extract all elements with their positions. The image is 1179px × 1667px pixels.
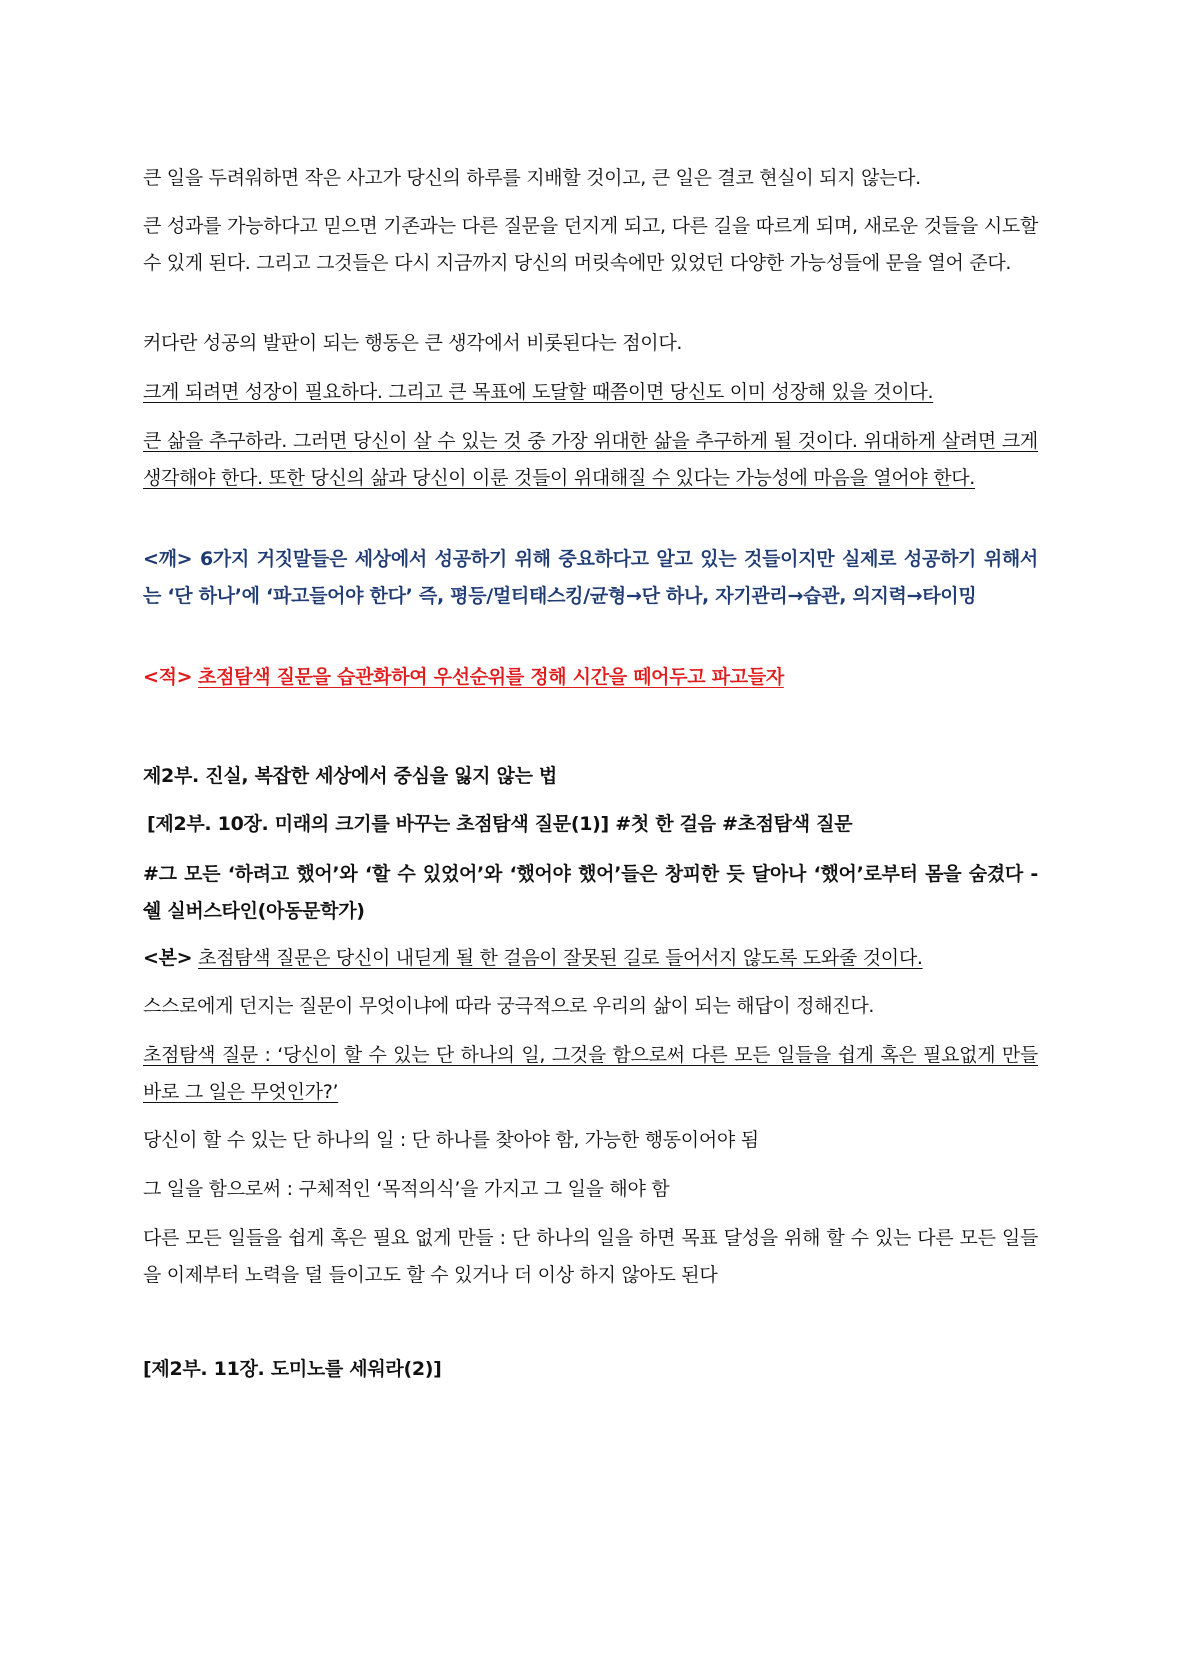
section-heading-part2: 제2부. 진실, 복잡한 세상에서 중심을 잃지 않는 법 <box>143 765 557 787</box>
paragraph-big-results: 큰 성과를 가능하다고 믿으면 기존과는 다른 질문을 던지게 되고, 다른 길을 따르게 되며, 새로운 것들을 시도할 수 있게 된다. 그리고 그것들은 다시 지금까지 당신의 머릿속에만 있었던 다양한 가능성들에 문을 열어 준다. <box>143 215 1038 274</box>
paragraph-great-life: 큰 삶을 추구하라. 그러면 당신이 살 수 있는 것 중 가장 위대한 삶을 추구하게 될 것이다. 위대하게 살려면 크게 생각해야 한다. 또한 당신의 삶과 당신이 이룬 것들이 위대해질 수 있다는 가능성에 마음을 열어야 한다. <box>143 430 1038 489</box>
paragraph-question-definition: 초점탐색 질문 : ‘당신이 할 수 있는 단 하나의 일, 그것을 함으로써 다른 모든 일들을 쉽게 혹은 필요없게 만들 바로 그 일은 무엇인가?’ <box>143 1044 1038 1103</box>
application-tag: <적> <box>143 666 193 688</box>
application-text: 초점탐색 질문을 습관화하여 우선순위를 정해 시간을 떼어두고 파고들자 <box>198 666 784 688</box>
chapter-heading-11: [제2부. 11장. 도미노를 세워라(2)] <box>143 1358 442 1380</box>
paragraph-small-fear: 큰 일을 두려워하면 작은 사고가 당신의 하루를 지배할 것이고, 큰 일은 결코 현실이 되지 않는다. <box>143 167 921 189</box>
chapter-heading-10: [제2부. 10장. 미래의 크기를 바꾸는 초점탐색 질문(1)] #첫 한 걸음 #초점탐색 질문 <box>147 813 853 835</box>
note-realization: <깨> 6가지 거짓말들은 세상에서 성공하기 위해 중요하다고 알고 있는 것들이지만 실제로 성공하기 위해서는 ‘단 하나’에 ‘파고들어야 한다’ 즉, 평등/멀티태스킹/균형→단 하나, 자기관리→습관, 의지력→타이밍 <box>143 548 1038 607</box>
paragraph-big-thinking: 커다란 성공의 발판이 되는 행동은 큰 생각에서 비롯된다는 점이다. <box>143 332 683 354</box>
paragraph-growth: 크게 되려면 성장이 필요하다. 그리고 큰 목표에 도달할 때쯤이면 당신도 이미 성장해 있을 것이다. <box>143 381 934 403</box>
paragraph-everything-easier: 다른 모든 일들을 쉽게 혹은 필요 없게 만들 : 단 하나의 일을 하면 목표 달성을 위해 할 수 있는 다른 모든 일들을 이제부터 노력을 덜 들이고도 할 수 있거나 더 이상 하지 않아도 된다 <box>143 1227 1038 1286</box>
body-text: 초점탐색 질문은 당신이 내딛게 될 한 걸음이 잘못된 길로 들어서지 않도록 도와줄 것이다. <box>198 947 923 969</box>
note-application <box>143 659 1038 696</box>
paragraph-questions-answers: 스스로에게 던지는 질문이 무엇이냐에 따라 궁극적으로 우리의 삶이 되는 해답이 정해진다. <box>143 995 875 1017</box>
paragraph-one-thing: 당신이 할 수 있는 단 하나의 일 : 단 하나를 찾아야 함, 가능한 행동이어야 됨 <box>143 1129 759 1151</box>
paragraph-focusing-question <box>143 940 1038 977</box>
quote-silverstein: #그 모든 ‘하려고 했어’와 ‘할 수 있었어’와 ‘했어야 했어’들은 창피한 듯 달아나 ‘했어’로부터 몸을 숨겼다 - 쉘 실버스타인(아동문학가) <box>143 863 1038 922</box>
paragraph-by-doing: 그 일을 함으로써 : 구체적인 ‘목적의식’을 가지고 그 일을 해야 함 <box>143 1178 670 1200</box>
body-tag: <본> <box>143 947 193 969</box>
